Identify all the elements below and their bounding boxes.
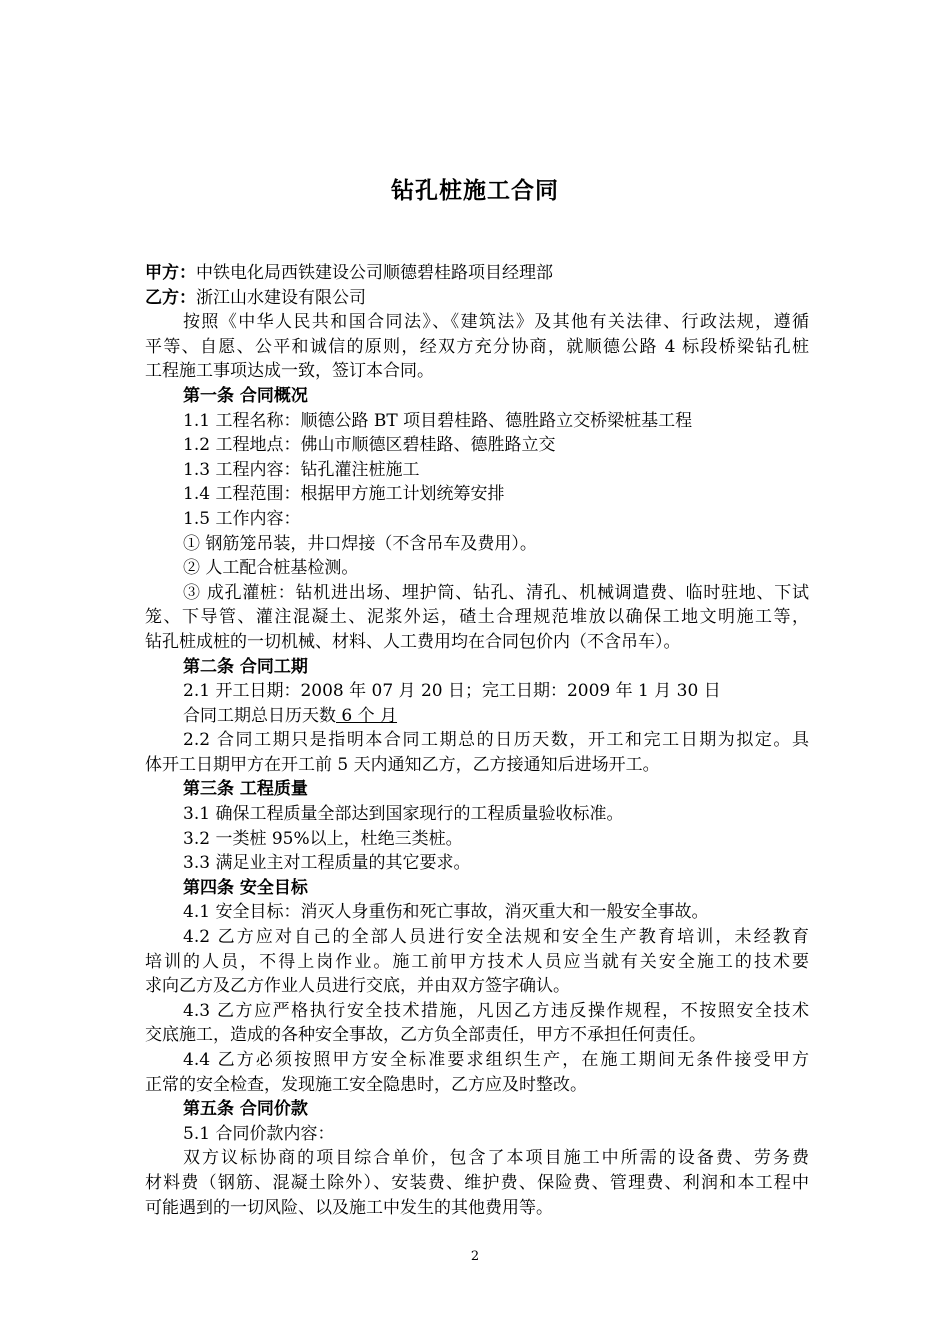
intro-line: 平等、自愿、公平和诚信的原则，经双方充分协商，就顺德公路 4 标段桥梁钻孔桩 (145, 336, 809, 357)
clause-4-4: 4.4 乙方必须按照甲方安全标准要求组织生产，在施工期间无条件接受甲方 (183, 1050, 809, 1070)
document-title: 钻孔桩施工合同 (391, 177, 559, 204)
party-b-label: 乙方： (145, 287, 196, 308)
clause-1-2: 1.2 工程地点：佛山市顺德区碧桂路、德胜路立交 (183, 435, 556, 456)
article-1-heading: 第一条 合同概况 (183, 385, 308, 406)
intro-line: 工程施工事项达成一致，签订本合同。 (145, 361, 434, 382)
party-a (145, 261, 809, 286)
clause-5-1-text: 可能遇到的一切风险、以及施工中发生的其他费用等。 (145, 1197, 553, 1218)
clause-4-4: 正常的安全检查，发现施工安全隐患时，乙方应及时整改。 (145, 1074, 587, 1095)
page-number: 2 (470, 1249, 480, 1264)
clause-4-2: 求向乙方及乙方作业人员进行交底，并由双方签字确认。 (145, 976, 570, 997)
clause-4-3: 交底施工，造成的各种安全事故，乙方负全部责任，甲方不承担任何责任。 (145, 1025, 706, 1046)
work-item-3: ③ 成孔灌桩：钻机进出场、埋护筒、钻孔、清孔、机械调遣费、临时驻地、下试 (183, 582, 809, 603)
work-item-2: ② 人工配合桩基检测。 (183, 558, 359, 579)
intro-line: 按照《中华人民共和国合同法》、《建筑法》及其他有关法律、行政法规，遵循 (183, 312, 809, 333)
clause-1-1: 1.1 工程名称：顺德公路 BT 项目碧桂路、德胜路立交桥梁桩基工程 (183, 410, 693, 431)
duration-label: 合同工期总日历天数 (183, 705, 336, 726)
clause-4-2: 培训的人员，不得上岗作业。施工前甲方技术人员应当就有关安全施工的技术要 (145, 951, 809, 972)
clause-2-2: 体开工日期甲方在开工前 5 天内通知乙方，乙方接通知后进场开工。 (145, 754, 660, 775)
contract-body (145, 261, 809, 1220)
duration-value: 6 个 月 (336, 705, 398, 726)
work-item-3: 钻孔桩成桩的一切机械、材料、人工费用均在合同包价内（不含吊车）。 (145, 631, 681, 652)
clause-4-1: 4.1 安全目标：消灭人身重伤和死亡事故，消灭重大和一般安全事故。 (183, 902, 709, 923)
party-a-value: 中铁电化局西铁建设公司顺德碧桂路项目经理部 (196, 263, 553, 283)
clause-4-3: 4.3 乙方应严格执行安全技术措施，凡因乙方违反操作规程，不按照安全技术 (183, 1000, 809, 1021)
clause-2-1: 2.1 开工日期：2008 年 07 月 20 日；完工日期：2009 年 1 月 30 日 (183, 681, 721, 702)
clause-4-2: 4.2 乙方应对自己的全部人员进行安全法规和安全生产教育培训，未经教育 (183, 927, 809, 948)
clause-1-3: 1.3 工程内容：钻孔灌注桩施工 (183, 459, 420, 480)
clause-3-1: 3.1 确保工程质量全部达到国家现行的工程质量验收标准。 (183, 804, 624, 825)
clause-3-3: 3.3 满足业主对工程质量的其它要求。 (183, 853, 471, 874)
clause-3-2: 3.2 一类桩 95%以上，杜绝三类桩。 (183, 828, 463, 849)
article-4-heading: 第四条 安全目标 (183, 877, 308, 898)
article-2-heading: 第二条 合同工期 (183, 656, 308, 677)
clause-2-2: 2.2 合同工期只是指明本合同工期总的日历天数，开工和完工日期为拟定。具 (183, 730, 809, 751)
work-item-1: ① 钢筋笼吊装，井口焊接（不含吊车及费用）。 (183, 533, 537, 554)
article-3-heading: 第三条 工程质量 (183, 779, 308, 800)
clause-5-1-text: 双方议标协商的项目综合单价，包含了本项目施工中所需的设备费、劳务费 (183, 1148, 809, 1169)
party-a-label: 甲方： (145, 263, 196, 283)
clause-5-1: 5.1 合同价款内容： (183, 1123, 335, 1144)
work-item-3: 笼、下导管、灌注混凝土、泥浆外运，碴土合理规范堆放以确保工地文明施工等， (145, 607, 809, 628)
clause-1-5: 1.5 工作内容： (183, 508, 301, 529)
party-b-value: 浙江山水建设有限公司 (196, 287, 366, 308)
party-b (145, 286, 809, 311)
article-5-heading: 第五条 合同价款 (183, 1099, 308, 1120)
clause-5-1-text: 材料费（钢筋、混凝土除外）、安装费、维护费、保险费、管理费、利润和本工程中 (145, 1172, 809, 1193)
clause-2-1-duration (145, 704, 809, 729)
clause-1-4: 1.4 工程范围：根据甲方施工计划统筹安排 (183, 484, 505, 505)
